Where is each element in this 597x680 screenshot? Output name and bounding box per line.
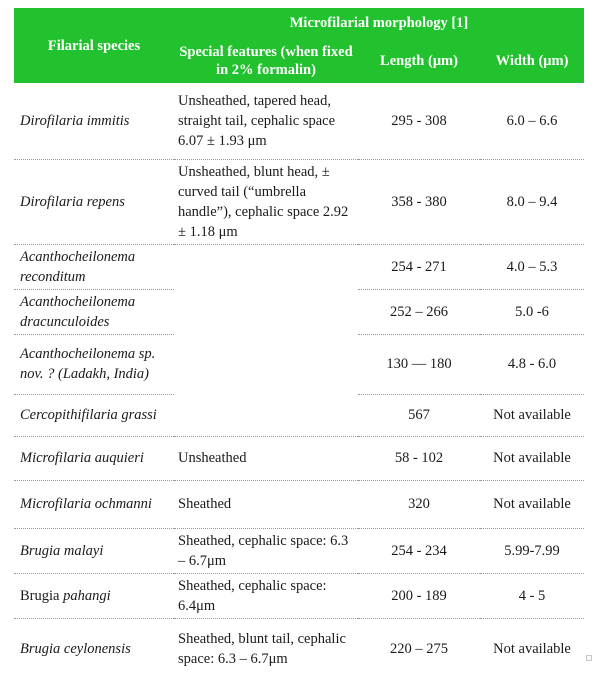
length-cell: 254 - 271 [391,258,447,275]
length-cell: 252 – 266 [390,303,448,320]
length-cell: 130 — 180 [386,356,452,372]
width-cell: Not available [493,496,571,512]
table-row [14,618,584,680]
species-cell: Dirofilaria immitis [20,112,130,129]
width-cell: 4.0 – 5.3 [506,258,558,275]
resize-handle[interactable] [586,655,592,661]
features-cell: Unsheathed, blunt head, ± curved tail (“umbrella handle”), cephalic space 2.92 ± 1.18 μm [178,163,349,240]
length-cell: 58 - 102 [394,450,444,466]
species-cell: Microfilaria auquieri [20,450,144,466]
species-cell: Acanthocheilonema reconditum [20,248,136,285]
width-cell: 5.0 -6 [515,303,549,320]
width-cell: 5.99-7.99 [504,542,560,559]
table-row [14,244,584,289]
microfilaria-table [14,8,584,680]
features-cell: Sheathed, cephalic space: 6.4μm [178,577,327,614]
width-cell: Not available [493,407,571,423]
width-cell: 4.8 - 6.0 [507,356,557,372]
table-row [14,573,584,618]
table-row [14,480,584,528]
species-cell: Acanthocheilonema sp. nov. ? (Ladakh, India) [20,346,156,382]
table-row [14,83,584,159]
features-cell: Sheathed, blunt tail, cephalic space: 6.3 – 6.7μm [178,631,346,668]
length-cell: 200 - 189 [391,587,447,604]
length-cell: 220 – 275 [390,641,448,658]
species-cell: Cercopithifilaria grassi [20,407,157,423]
header-special-features: Special features (when fixed in 2% formalin) [174,38,358,83]
species-cell: Brugia pahangi [20,587,111,604]
species-cell: Brugia malayi [20,542,104,559]
length-cell: 358 - 380 [391,193,447,210]
header-width: Width (μm) [480,38,584,83]
table-row [14,159,584,244]
header-microfilarial-morphology: Microfilarial morphology [1] [174,8,584,38]
length-cell: 567 [408,407,430,423]
table-row [14,528,584,573]
width-cell: Not available [493,641,571,658]
width-cell: Not available [493,450,571,466]
header-filarial-species: Filarial species [14,8,174,83]
length-cell: 320 [408,496,430,512]
features-cell: Sheathed, cephalic space: 6.3 – 6.7μm [178,532,349,569]
species-cell: Brugia ceylonensis [20,641,131,658]
width-cell: 8.0 – 9.4 [506,193,558,210]
features-cell: Sheathed [178,496,232,512]
features-cell-empty [174,244,358,436]
header-length: Length (μm) [358,38,480,83]
species-cell: Dirofilaria repens [20,193,125,210]
features-cell: Unsheathed [178,450,247,466]
features-cell: Unsheathed, tapered head, straight tail, cephalic space 6.07 ± 1.93 μm [178,92,336,149]
species-cell: Microfilaria ochmanni [20,496,152,512]
table-row [14,436,584,480]
width-cell: 6.0 – 6.6 [506,112,558,129]
length-cell: 254 - 234 [391,542,447,559]
species-cell: Acanthocheilonema dracunculoides [20,293,136,330]
width-cell: 4 - 5 [518,587,546,604]
length-cell: 295 - 308 [391,112,447,129]
